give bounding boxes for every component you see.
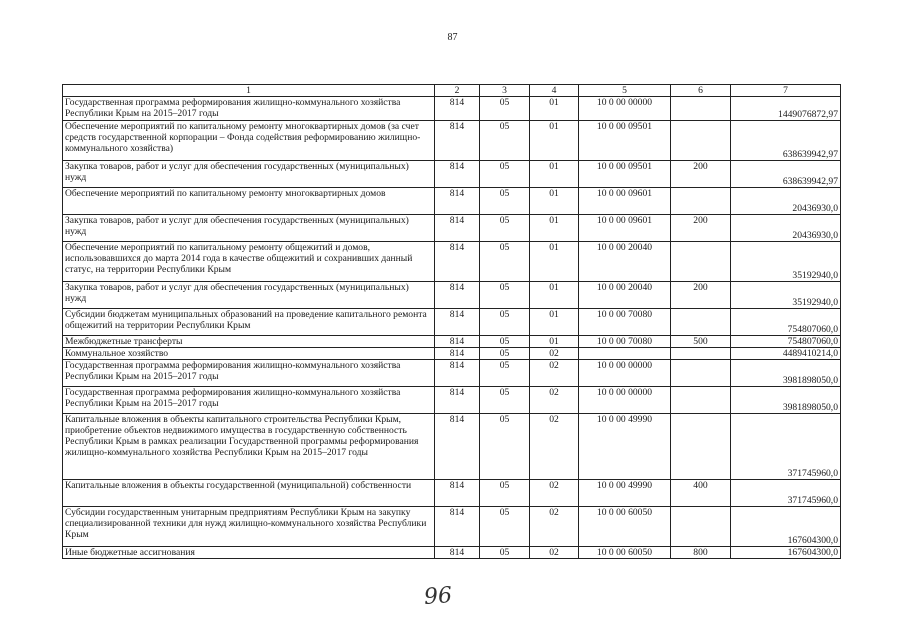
cell-target-article: 10 0 00 70080 (579, 336, 671, 348)
cell-target-article: 10 0 00 20040 (579, 282, 671, 309)
cell-subsection: 01 (530, 336, 579, 348)
cell-expense-type: 400 (671, 480, 731, 507)
cell-name: Капитальные вложения в объекты капитального строительства Республики Крым, приобретение объектов недвижимого имущества в государственную собственность Республики Крым в рамках реализации Государственной программы реформирования жилищно-коммунального хозяйства Республики Крым на 2015–2017 годы (63, 414, 435, 480)
cell-ministry-code: 814 (435, 309, 480, 336)
cell-amount: 35192940,0 (731, 242, 841, 282)
cell-subsection: 01 (530, 215, 579, 242)
cell-target-article: 10 0 00 09601 (579, 188, 671, 215)
cell-ministry-code: 814 (435, 547, 480, 559)
cell-ministry-code: 814 (435, 336, 480, 348)
cell-name: Государственная программа реформирования жилищно-коммунального хозяйства Республики Крым на 2015–2017 годы (63, 97, 435, 121)
cell-subsection: 01 (530, 188, 579, 215)
table-header-row (63, 85, 841, 97)
cell-name: Обеспечение мероприятий по капитальному ремонту многоквартирных домов (за счет средств государственной корпорации – Фонда содействия реформированию жилищно-коммунального хозяйства) (63, 121, 435, 161)
cell-subsection: 01 (530, 242, 579, 282)
cell-section: 05 (480, 309, 530, 336)
cell-expense-type (671, 121, 731, 161)
cell-target-article: 10 0 00 00000 (579, 360, 671, 387)
cell-ministry-code: 814 (435, 97, 480, 121)
column-header: 1 (63, 85, 435, 97)
cell-expense-type: 200 (671, 215, 731, 242)
cell-target-article: 10 0 00 00000 (579, 97, 671, 121)
column-header: 7 (731, 85, 841, 97)
table-row (63, 242, 841, 282)
cell-expense-type (671, 348, 731, 360)
cell-name: Государственная программа реформирования жилищно-коммунального хозяйства Республики Крым на 2015–2017 годы (63, 387, 435, 414)
table-row (63, 215, 841, 242)
cell-expense-type: 500 (671, 336, 731, 348)
cell-name: Закупка товаров, работ и услуг для обеспечения государственных (муниципальных) нужд (63, 282, 435, 309)
cell-section: 05 (480, 547, 530, 559)
column-header: 4 (530, 85, 579, 97)
table-row (63, 309, 841, 336)
cell-target-article: 10 0 00 60050 (579, 547, 671, 559)
cell-subsection: 02 (530, 387, 579, 414)
cell-name: Государственная программа реформирования жилищно-коммунального хозяйства Республики Крым на 2015–2017 годы (63, 360, 435, 387)
table-row (63, 161, 841, 188)
cell-ministry-code: 814 (435, 161, 480, 188)
column-header: 6 (671, 85, 731, 97)
cell-section: 05 (480, 242, 530, 282)
cell-section: 05 (480, 507, 530, 547)
cell-section: 05 (480, 348, 530, 360)
cell-subsection: 02 (530, 360, 579, 387)
cell-target-article: 10 0 00 49990 (579, 414, 671, 480)
cell-name: Капитальные вложения в объекты государственной (муниципальной) собственности (63, 480, 435, 507)
cell-amount: 638639942,97 (731, 121, 841, 161)
table-row (63, 507, 841, 547)
cell-ministry-code: 814 (435, 507, 480, 547)
cell-target-article: 10 0 00 70080 (579, 309, 671, 336)
cell-subsection: 01 (530, 121, 579, 161)
cell-section: 05 (480, 414, 530, 480)
cell-subsection: 02 (530, 547, 579, 559)
cell-name: Обеспечение мероприятий по капитальному ремонту многоквартирных домов (63, 188, 435, 215)
cell-expense-type: 200 (671, 282, 731, 309)
cell-ministry-code: 814 (435, 414, 480, 480)
cell-amount: 3981898050,0 (731, 360, 841, 387)
cell-amount: 20436930,0 (731, 215, 841, 242)
cell-section: 05 (480, 121, 530, 161)
cell-section: 05 (480, 360, 530, 387)
cell-amount: 371745960,0 (731, 414, 841, 480)
cell-amount: 1449076872,97 (731, 97, 841, 121)
cell-name: Коммунальное хозяйство (63, 348, 435, 360)
table-row (63, 547, 841, 559)
cell-amount: 754807060,0 (731, 309, 841, 336)
table-row (63, 360, 841, 387)
cell-amount: 754807060,0 (731, 336, 841, 348)
cell-target-article: 10 0 00 20040 (579, 242, 671, 282)
cell-target-article: 10 0 00 00000 (579, 387, 671, 414)
cell-name: Межбюджетные трансферты (63, 336, 435, 348)
column-header: 2 (435, 85, 480, 97)
cell-ministry-code: 814 (435, 242, 480, 282)
cell-subsection: 02 (530, 414, 579, 480)
column-header: 3 (480, 85, 530, 97)
cell-expense-type (671, 309, 731, 336)
cell-subsection: 02 (530, 480, 579, 507)
cell-name: Обеспечение мероприятий по капитальному ремонту общежитий и домов, использовавшихся до марта 2014 года в качестве общежитий и сохранивших данный статус, на территории Республики Крым (63, 242, 435, 282)
cell-expense-type (671, 97, 731, 121)
handwritten-page-mark: 96 (423, 583, 453, 610)
cell-expense-type (671, 414, 731, 480)
cell-subsection: 01 (530, 282, 579, 309)
budget-table (62, 84, 841, 559)
cell-expense-type: 800 (671, 547, 731, 559)
cell-name: Субсидии бюджетам муниципальных образований на проведение капитального ремонта общежитий на территории Республики Крым (63, 309, 435, 336)
cell-subsection: 01 (530, 161, 579, 188)
table-row (63, 348, 841, 360)
table-row (63, 282, 841, 309)
cell-ministry-code: 814 (435, 188, 480, 215)
cell-ministry-code: 814 (435, 121, 480, 161)
cell-expense-type (671, 188, 731, 215)
cell-ministry-code: 814 (435, 348, 480, 360)
cell-section: 05 (480, 97, 530, 121)
cell-expense-type: 200 (671, 161, 731, 188)
table-row (63, 387, 841, 414)
cell-ministry-code: 814 (435, 282, 480, 309)
cell-section: 05 (480, 188, 530, 215)
cell-amount: 638639942,97 (731, 161, 841, 188)
table-row (63, 480, 841, 507)
cell-section: 05 (480, 215, 530, 242)
table-row (63, 97, 841, 121)
cell-ministry-code: 814 (435, 215, 480, 242)
cell-amount: 371745960,0 (731, 480, 841, 507)
cell-target-article: 10 0 00 09501 (579, 121, 671, 161)
cell-section: 05 (480, 282, 530, 309)
cell-subsection: 02 (530, 507, 579, 547)
table-row (63, 414, 841, 480)
cell-subsection: 01 (530, 97, 579, 121)
cell-target-article: 10 0 00 09501 (579, 161, 671, 188)
cell-expense-type (671, 242, 731, 282)
cell-subsection: 01 (530, 309, 579, 336)
cell-section: 05 (480, 480, 530, 507)
cell-target-article: 10 0 00 49990 (579, 480, 671, 507)
cell-amount: 3981898050,0 (731, 387, 841, 414)
cell-name: Закупка товаров, работ и услуг для обеспечения государственных (муниципальных) нужд (63, 215, 435, 242)
cell-section: 05 (480, 387, 530, 414)
cell-expense-type (671, 360, 731, 387)
table-row (63, 188, 841, 215)
cell-ministry-code: 814 (435, 387, 480, 414)
table-row (63, 121, 841, 161)
cell-name: Закупка товаров, работ и услуг для обеспечения государственных (муниципальных) нужд (63, 161, 435, 188)
cell-ministry-code: 814 (435, 360, 480, 387)
page-number: 87 (447, 32, 458, 43)
cell-target-article (579, 348, 671, 360)
cell-target-article: 10 0 00 60050 (579, 507, 671, 547)
cell-section: 05 (480, 161, 530, 188)
table-row (63, 336, 841, 348)
cell-subsection: 02 (530, 348, 579, 360)
cell-expense-type (671, 387, 731, 414)
cell-target-article: 10 0 00 09601 (579, 215, 671, 242)
cell-amount: 167604300,0 (731, 507, 841, 547)
cell-name: Иные бюджетные ассигнования (63, 547, 435, 559)
cell-amount: 167604300,0 (731, 547, 841, 559)
cell-section: 05 (480, 336, 530, 348)
cell-ministry-code: 814 (435, 480, 480, 507)
cell-amount: 4489410214,0 (731, 348, 841, 360)
column-header: 5 (579, 85, 671, 97)
cell-amount: 35192940,0 (731, 282, 841, 309)
cell-expense-type (671, 507, 731, 547)
cell-name: Субсидии государственным унитарным предприятиям Республики Крым на закупку специализированной техники для нужд жилищно-коммунального хозяйства Республики Крым (63, 507, 435, 547)
cell-amount: 20436930,0 (731, 188, 841, 215)
